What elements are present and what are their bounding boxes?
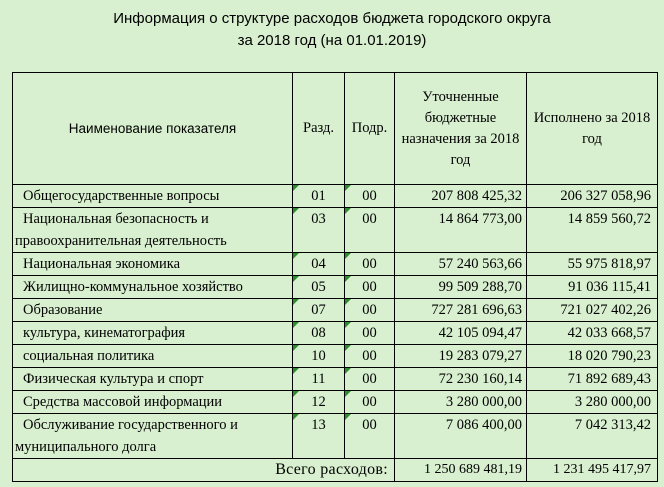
column-header-planned: Уточненные бюджетные назначения за 2018 год <box>395 73 527 185</box>
column-header-podr: Подр. <box>345 73 395 185</box>
row-executed: 71 892 689,43 <box>527 368 658 391</box>
report-title <box>0 8 664 52</box>
table-row <box>13 391 658 414</box>
table-row <box>13 185 658 208</box>
row-razd: 13 <box>293 414 345 459</box>
row-name: Национальная экономика <box>13 253 293 276</box>
row-planned: 3 280 000,00 <box>395 391 527 414</box>
report-title-line-2: за 2018 год (на 01.01.2019) <box>237 32 427 49</box>
table-row <box>13 345 658 368</box>
green-triangle-icon <box>345 253 351 259</box>
row-executed: 18 020 790,23 <box>527 345 658 368</box>
row-podr: 00 <box>345 391 395 414</box>
row-razd: 12 <box>293 391 345 414</box>
row-name: Средства массовой информации <box>13 391 293 414</box>
row-razd: 04 <box>293 253 345 276</box>
column-header-name: Наименование показателя <box>13 73 293 185</box>
row-podr: 00 <box>345 185 395 208</box>
expenditure-table <box>12 72 658 482</box>
green-triangle-icon <box>345 276 351 282</box>
row-podr: 00 <box>345 345 395 368</box>
row-executed: 14 859 560,72 <box>527 208 658 253</box>
green-triangle-icon <box>293 345 299 351</box>
row-executed: 3 280 000,00 <box>527 391 658 414</box>
row-razd: 08 <box>293 322 345 345</box>
table-header-row <box>13 73 658 185</box>
green-triangle-icon <box>345 414 351 420</box>
green-triangle-icon <box>345 322 351 328</box>
row-podr: 00 <box>345 299 395 322</box>
total-executed: 1 231 495 417,97 <box>527 459 658 482</box>
green-triangle-icon <box>345 391 351 397</box>
column-header-executed: Исполнено за 2018 год <box>527 73 658 185</box>
row-planned: 42 105 094,47 <box>395 322 527 345</box>
row-name: Физическая культура и спорт <box>13 368 293 391</box>
row-executed: 42 033 668,57 <box>527 322 658 345</box>
row-planned: 19 283 079,27 <box>395 345 527 368</box>
green-triangle-icon <box>293 208 299 214</box>
row-executed: 7 042 313,42 <box>527 414 658 459</box>
total-label: Всего расходов: <box>13 459 395 482</box>
row-executed: 206 327 058,96 <box>527 185 658 208</box>
row-planned: 727 281 696,63 <box>395 299 527 322</box>
green-triangle-icon <box>293 299 299 305</box>
table-row <box>13 253 658 276</box>
row-name: Жилищно-коммунальное хозяйство <box>13 276 293 299</box>
green-triangle-icon <box>345 368 351 374</box>
green-triangle-icon <box>345 345 351 351</box>
total-row <box>13 459 658 482</box>
row-podr: 00 <box>345 276 395 299</box>
row-executed: 55 975 818,97 <box>527 253 658 276</box>
column-header-razd: Разд. <box>293 73 345 185</box>
green-triangle-icon <box>293 322 299 328</box>
row-razd: 03 <box>293 208 345 253</box>
row-name: Общегосударственные вопросы <box>13 185 293 208</box>
row-razd: 01 <box>293 185 345 208</box>
row-podr: 00 <box>345 253 395 276</box>
row-podr: 00 <box>345 368 395 391</box>
row-name: Образование <box>13 299 293 322</box>
row-planned: 14 864 773,00 <box>395 208 527 253</box>
row-podr: 00 <box>345 208 395 253</box>
table-row <box>13 368 658 391</box>
green-triangle-icon <box>293 185 299 191</box>
green-triangle-icon <box>293 391 299 397</box>
green-triangle-icon <box>293 276 299 282</box>
table-row <box>13 208 658 253</box>
row-executed: 91 036 115,41 <box>527 276 658 299</box>
row-name: культура, кинематография <box>13 322 293 345</box>
row-razd: 10 <box>293 345 345 368</box>
row-planned: 99 509 288,70 <box>395 276 527 299</box>
row-razd: 11 <box>293 368 345 391</box>
row-podr: 00 <box>345 414 395 459</box>
row-podr: 00 <box>345 322 395 345</box>
green-triangle-icon <box>293 414 299 420</box>
table-row <box>13 322 658 345</box>
total-planned: 1 250 689 481,19 <box>395 459 527 482</box>
row-planned: 72 230 160,14 <box>395 368 527 391</box>
row-name: Обслуживание государственного и муниципального долга <box>13 414 293 459</box>
row-name: Национальная безопасность и правоохранительная деятельность <box>13 208 293 253</box>
table-row <box>13 299 658 322</box>
table-row <box>13 276 658 299</box>
row-name: социальная политика <box>13 345 293 368</box>
row-planned: 7 086 400,00 <box>395 414 527 459</box>
green-triangle-icon <box>345 299 351 305</box>
green-triangle-icon <box>293 253 299 259</box>
table-row <box>13 414 658 459</box>
row-razd: 05 <box>293 276 345 299</box>
report-title-line-1: Информация о структуре расходов бюджета городского округа <box>113 10 551 27</box>
row-planned: 57 240 563,66 <box>395 253 527 276</box>
green-triangle-icon <box>345 185 351 191</box>
green-triangle-icon <box>345 208 351 214</box>
row-planned: 207 808 425,32 <box>395 185 527 208</box>
green-triangle-icon <box>293 368 299 374</box>
row-razd: 07 <box>293 299 345 322</box>
row-executed: 721 027 402,26 <box>527 299 658 322</box>
